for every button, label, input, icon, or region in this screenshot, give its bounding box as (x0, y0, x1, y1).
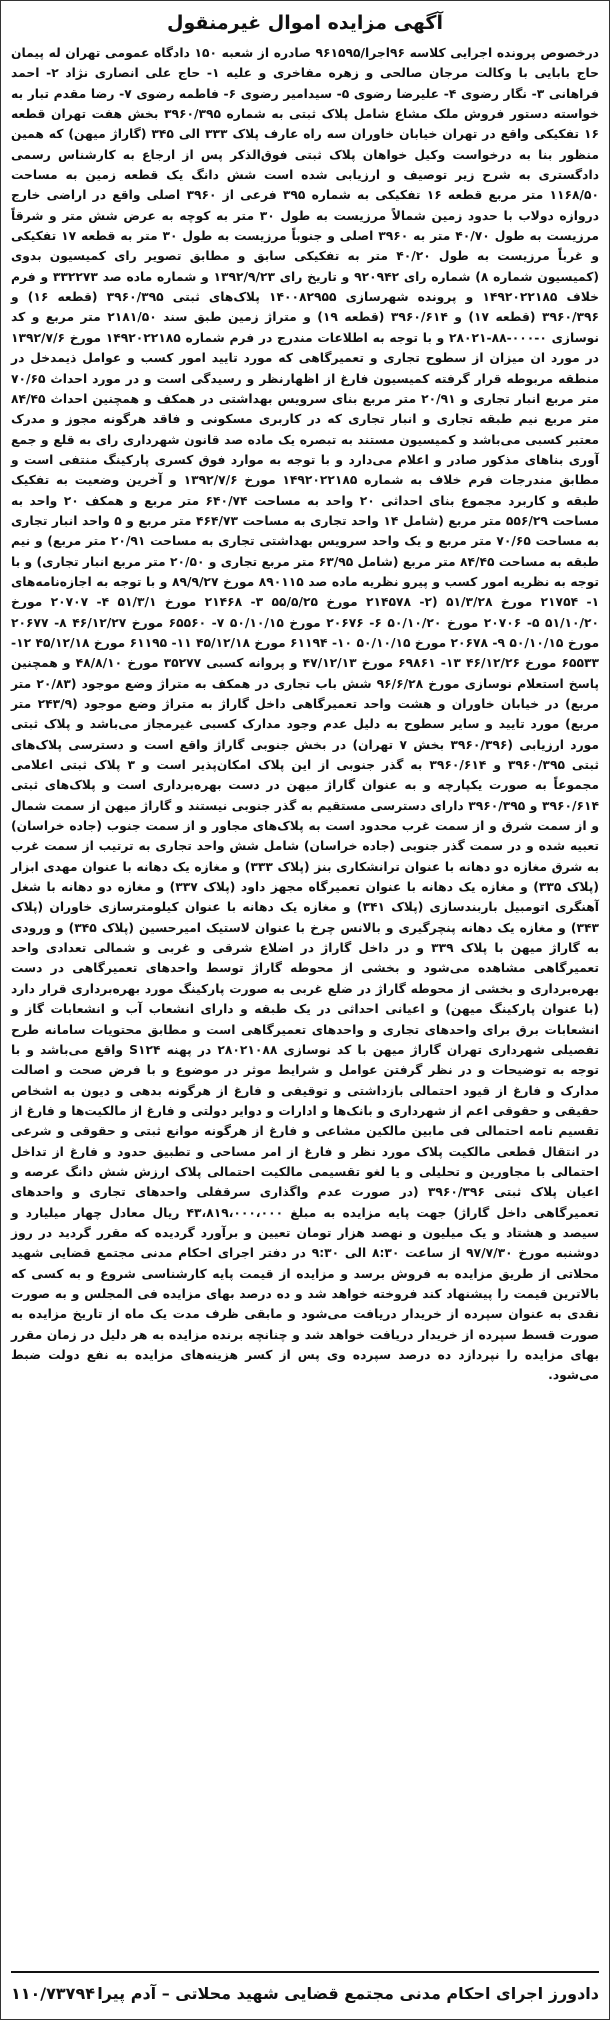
notice-body: درخصوص پرونده اجرایی کلاسه ۹۶اجرا/۹۶۱۵۹۵ صادره از شعبه ۱۵۰ دادگاه عمومی تهران له پیمان حاج بابایی با وکالت مرجان صالحی و زهره مفاخری و علیه ۱- حاج علی انصاری نژاد ۲- احمد فراهانی ۳- نگار رضوی ۴- علیرضا رضوی ۵- سیدامیر رضوی ۶- فاطمه رضوی ۷- رضا مقدم تبار به خواسته دستور فروش ملک مشاع شامل پلاک ثبتی به شماره ۳۹۶۰/۳۹۵ بخش هفت تهران قطعه ۱۶ تفکیکی واقع در تهران خیابان خاوران سه راه عارف پلاک ۳۳۳ الی ۳۴۵ (گاراژ میهن) که همین منظور بنا به درخواست وکیل خواهان پلاک ثبتی فوق‌الذکر پس از ارجاع به کارشناس رسمی دادگستری به شرح زیر توصیف و ارزیابی شده است شش دانگ یک قطعه زمین به مساحت ۱۱۶۸/۵۰ متر مربع قطعه ۱۶ تفکیکی به شماره ۳۹۵ فرعی از ۳۹۶۰ اصلی واقع در اراضی خارج دروازه دولاب با حدود زمین شمالاً مرزیست به طول ۳۰ متر به کوچه به عرض شش متر و شرقاً مرزیست به طول ۴۰/۷۰ متر به ۳۹۶۰ اصلی و جنوباً مرزیست به طول ۳۰ متر به قطعه ۱۷ تفکیکی و غرباً مرزیست به طول ۴۰/۲۰ متر به تفکیکی سابق و مطابق تصویر رای کمیسیون بدوی (کمیسیون شماره ۸) شماره رای ۹۲۰۹۴۲ و تاریخ رای ۱۳۹۲/۹/۲۳ و شماره ماده صد ۳۳۲۲۷۳ و فرم خلاف ۱۴۹۲۰۲۲۱۸۵ و پرونده شهرسازی ۱۴۰۰۸۲۹۵۵ پلاک‌های ثبتی ۳۹۶۰/۳۹۵ (قطعه ۱۶) و ۳۹۶۰/۳۹۶ (قطعه ۱۷) و ۳۹۶۰/۶۱۴ (قطعه ۱۹) و متراژ زمین طبق سند ۲۱۸۱/۵۰ متر مربع و کد نوسازی ۰-۰۰۰-۸۸-۲۸۰۲۱ و با توجه به اطلاعات مندرج در فرم شماره ۱۴۹۲۰۲۲۱۸۵ مورخ ۱۳۹۲/۷/۶ در مورد ان میزان از سطوح تجاری و تعمیرگاهی که مورد تایید امور کسب و عوامل ذیمدخل در منطقه مربوطه قرار گرفته کمیسیون فارغ از اظهارنظر و رسیدگی است و در مورد احداث ۷۰/۶۵ متر مربع انبار تجاری و ۲۰/۹۱ متر مربع بنای سرویس بهداشتی در همکف و همچنین احداث ۸۴/۴۵ متر مربع نیم طبقه تجاری و انبار تجاری که در کاربری مسکونی و فاقد هرگونه مجوز و مدرک معتبر کسبی می‌باشد و کمیسیون مستند به تبصره یک ماده صد قانون شهرداری رای به قلع و جمع آوری بناهای مذکور صادر و اعلام می‌دارد و با توجه به موارد فوق کسری پارکینگ منتفی است و مطابق مندرجات فرم خلاف به شماره ۱۴۹۲۰۲۲۱۸۵ مورخ ۱۳۹۲/۷/۶ و آخرین وضعیت به تفکیک طبقه و کاربرد مجموع بنای احداثی ۲۰ واحد به مساحت ۶۴۰/۷۴ متر مربع و همکف ۲۰ واحد به مساحت ۵۵۶/۲۹ متر مربع (شامل ۱۴ واحد تجاری به مساحت ۴۶۴/۷۳ متر مربع و ۵ واحد انبار تجاری به مساحت ۷۰/۶۵ متر مربع و یک واحد سرویس بهداشتی تجاری به مساحت ۲۰/۹۱ متر مربع) و نیم طبقه به مساحت ۸۴/۴۵ متر مربع (شامل ۶۳/۹۵ متر مربع تجاری و ۲۰/۵۰ متر مربع انبار تجاری) و با توجه به نظریه امور کسب و پیرو نظریه ماده صد ۸۹۰۱۱۵ مورخ ۸۹/۹/۲۷ و با توجه به اجازه‌نامه‌های ۱- ۲۱۷۵۴ مورخ ۵۱/۳/۲۸ (۲- ۲۱۴۵۷۸ مورخ ۵۵/۵/۲۵ ۳- ۲۱۴۶۸ مورخ ۵۱/۳/۱ ۴- ۲۰۷۰۷ مورخ ۵۱/۱۰/۲۰ ۵- ۲۰۷۰۶ مورخ ۵۰/۱۰/۲۰ ۶- ۲۰۶۷۶ مورخ ۵۰/۱۰/۱۵ ۷- ۶۵۵۶۰ مورخ ۴۶/۱۲/۲۷ ۸- ۲۰۶۷۷ مورخ ۵۰/۱۰/۱۵ ۹- ۲۰۶۷۸ مورخ ۵۰/۱۰/۱۵ ۱۰- ۶۱۱۹۴ مورخ ۴۵/۱۲/۱۸ ۱۱- ۶۱۱۹۵ مورخ ۴۵/۱۲/۱۸ ۱۲- ۶۵۵۳۳ مورخ ۴۶/۱۲/۲۶ ۱۳- ۶۹۸۶۱ مورخ ۴۷/۱۲/۱۳ و پروانه کسبی ۳۵۲۷۷ مورخ ۴۸/۸/۱۰ و همچنین پاسخ استعلام نوسازی مورخ ۹۶/۶/۲۸ شش باب تجاری در همکف به متراژ وضع موجود (۲۰/۸۳ متر مربع) در خیابان خاوران و هشت واحد تعمیرگاهی داخل گاراژ به متراژ وضع موجود (۲۴۳/۹ متر مربع) مورد تایید و سایر سطوح به دلیل عدم وجود مدارک کسبی غیرمجاز می‌باشد و پلاک ثبتی مورد ارزیابی (۳۹۶۰/۳۹۶ بخش ۷ تهران) در بخش جنوبی گاراژ واقع است و دسترسی پلاک‌های ثبتی ۳۹۶۰/۳۹۵ و ۳۹۶۰/۶۱۴ به گذر جنوبی از این پلاک امکان‌پذیر است و ۳ پلاک ثبتی اعلامی مجموعاً به صورت یکپارچه و به عنوان گاراژ میهن در دست بهره‌برداری است و پلاک‌های ثبتی ۳۹۶۰/۶۱۴ و ۳۹۶۰/۳۹۵ دارای دسترسی مستقیم به گذر جنوبی نیستند و گاراژ میهن از سمت شمال و از سمت شرق و از سمت غرب محدود است به پلاک‌های مجاور و از سمت جنوب (جاده خراسان) تعبیه شده و در سمت گذر جنوبی (جاده خراسان) شامل شش واحد تجاری به ترتیب از سمت غرب به شرق مغازه دو دهانه با عنوان ترانشکاری بنز (پلاک ۳۳۳) و مغازه یک دهانه با عنوان مهدی ابزار (پلاک ۳۳۵) و مغازه یک دهانه با عنوان تعمیرگاه مجهز داود (پلاک ۳۳۷) و مغازه دو دهانه با شغل آهنگری اتومبیل باربندسازی (پلاک ۳۴۱) و مغازه یک دهانه با عنوان کیلومترسازی خاوران (پلاک ۳۴۳) و مغازه یک دهانه پنچرگیری و بالانس چرخ با عنوان لاستیک امیرحسین (پلاک ۳۴۵) و ورودی به گاراژ میهن با پلاک ۳۳۹ و در داخل گاراژ در اضلاع شرقی و غربی و شمالی تعدادی واحد تعمیرگاهی مشاهده می‌شود و بخشی از محوطه گاراژ توسط واحدهای تعمیرگاهی در دست بهره‌برداری و بخشی از محوطه گاراژ در ضلع غربی به صورت پارکینگ مورد بهره‌برداری قرار دارد (با عنوان پارکینگ میهن) و اعیانی احداثی در یک طبقه و دارای انشعاب آب و انشعابات گاز و انشعابات برق برای واحدهای تجاری و واحدهای تعمیرگاهی است و مطابق محتویات سامانه طرح تفصیلی شهرداری تهران گاراژ میهن با کد نوسازی ۲۸۰۲۱۰۸۸ در پهنه S۱۲۴ واقع می‌باشد و با توجه به توضیحات و در نظر گرفتن عوامل و شرایط موثر در موضوع و با فرض صحت و اصالت مدارک و فارغ از قیود احتمالی بازداشتی و توقیفی و فارغ از هرگونه بدهی و دیون به اشخاص حقیقی و حقوقی اعم از شهرداری و بانک‌ها و ادارات و دوایر دولتی و فارغ از مالکیت‌ها و فارغ از تقسیم نامه احتمالی فی مابین مالکین مشاعی و فارغ از هرگونه موانع ثبتی و حقوقی و شرعی در انتقال قطعی مالکیت پلاک مورد نظر و فارغ از امر مساحی و تطبیق حدود و فارغ از تداخل احتمالی با مجاورین و تحلیلی و یا لغو تقسیمی مالکیت احتمالی پلاک ارزش شش دانگ عرصه و اعیان پلاک ثبتی ۳۹۶۰/۳۹۶ (در صورت عدم واگذاری سرقفلی واحدهای تجاری و واحدهای تعمیرگاهی داخل گاراژ) جهت پایه مزایده به مبلغ ۴۳،۸۱۹،۰۰۰،۰۰۰ ریال معادل چهار میلیارد و سیصد و هشتاد و یک میلیون و نهصد هزار تومان تعیین و برآورد گردیده که مقرر گردید در روز دوشنبه مورخ ۹۷/۷/۳۰ از ساعت ۸:۳۰ الی ۹:۳۰ در دفتر اجرای احکام مدنی مجتمع قضایی شهید محلاتی از طریق مزایده به فروش برسد و مزایده از قیمت پایه کارشناسی شروع و به کسی که بالاترین قیمت را پیشنهاد کند فروخته خواهد شد و ده درصد بهای مزایده فی المجلس و به صورت نقدی به عنوان سپرده از خریدار دریافت می‌شود و مابقی ظرف مدت یک ماه از تاریخ مزایده به صورت قسط سپرده از خریدار دریافت خواهد شد و چنانچه برنده مزایده به هر دلیل در زمان مقرر بهای مزایده را نپردازد ده درصد سپرده وی پس از کسر هزینه‌های مزایده به نفع دولت ضبط می‌شود. (11, 46, 600, 1383)
notice-footer (11, 1971, 599, 2013)
notice-title: آگهی مزایده اموال غیرمنقول (167, 12, 443, 34)
ad-number: ۱۱۰/۷۳۷۹۴ (11, 1983, 95, 2003)
signature-line: دادورز اجرای احکام مدنی مجتمع قضایی شهید محلاتی – آدم پیرا (97, 1983, 599, 2003)
